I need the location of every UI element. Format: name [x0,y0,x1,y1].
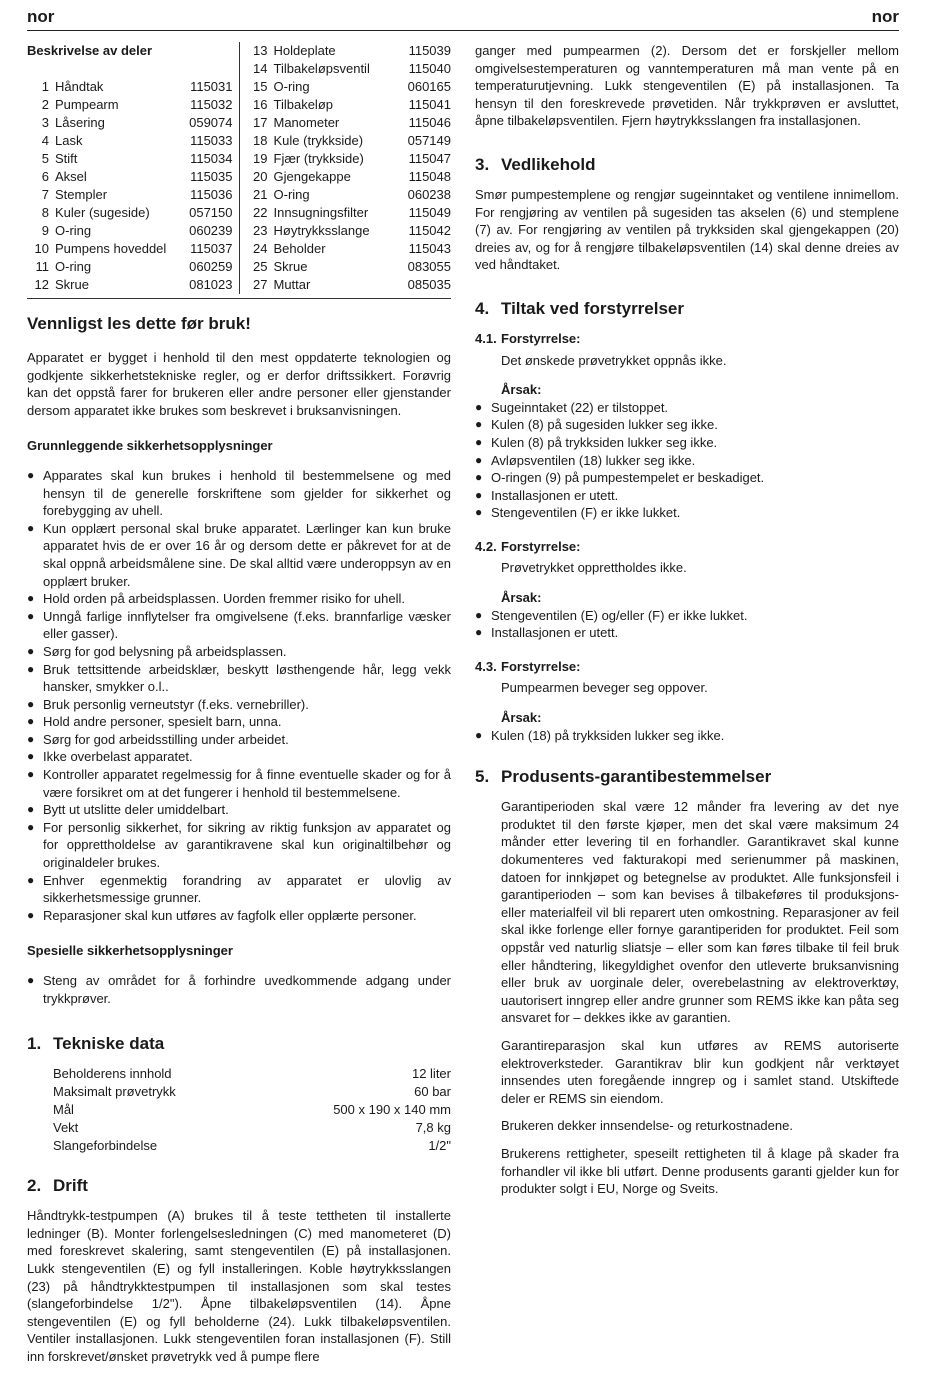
part-code: 115033 [190,133,233,148]
warranty-p4: Brukerens rettigheter, speseilt rettigheten til å klage på skader fra forhandler vil ikke bli utført. Denne produsents garanti gjelder kun for produkter solgt i EU, Norge og Sveits. [501,1145,899,1197]
warranty-title: Produsents-garantibestemmelser [501,767,772,787]
tech-label: Vekt [53,1120,79,1136]
trouble-subnum: 4.3. [475,658,497,674]
parts-row [246,222,452,240]
part-number: 17 [253,115,268,130]
list-item: ● Bytt ut utslitte deler umiddelbart. [27,801,451,819]
trouble-subnum: 4.1. [475,330,497,346]
part-name: Stempler [55,187,108,202]
trouble-desc: Pumpearmen beveger seg oppover. [501,680,708,696]
part-name: Kule (trykkside) [273,133,364,148]
tech-label: Slangeforbindelse [53,1138,158,1154]
part-name: Skrue [55,277,89,292]
part-number: 9 [41,223,49,238]
trouble-label: Forstyrrelse: [501,538,581,554]
part-number: 12 [34,277,49,292]
part-name: Låsering [55,115,105,130]
maint-section [475,154,899,274]
part-name: Tilbakeløp [273,97,333,112]
parts-row [246,204,452,222]
list-item: ● Bruk personlig verneutstyr (f.eks. vernebriller). [27,696,451,714]
cause-item: ● Avløpsventilen (18) lukker seg ikke. [475,452,899,470]
list-item: ● Hold orden på arbeidsplassen. Uorden fremmer risiko for uhell. [27,590,451,608]
part-name: Håndtak [55,79,104,94]
parts-row [27,222,233,240]
list-item: ● Sørg for god arbeidsstilling under arbeidet. [27,731,451,749]
drift-text-2: ganger med pumpearmen (2). Dersom det er forskjeller mellom omgivelsestemperaturen og vanntemperaturen må man vente på en temperaturutjevning. Lukk stengeventilen (E) på installasjonen. Ta hensyn til den foreskrevede prøvetiden. Når trykkprøven er avsluttet, åpne tilbakeløpsventilen. Fjern høytrykksslangen fra installasjonen. [475,43,899,129]
part-number: 4 [41,133,49,148]
part-code: 115042 [408,223,451,238]
warranty-p2: Garantireparasjon skal kun utføres av REMS autoriserte elektroverksteder. Garantikrav blir kun godkjent når verktøyet innsendes uten foregående inngrep og i samlet stand. Utskiftede deler er REMS sin eiendom. [501,1037,899,1106]
part-name: Pumpearm [55,97,119,112]
parts-row [27,150,233,168]
cause-item: ● Kulen (8) på trykksiden lukker seg ikke. [475,434,899,452]
tech-value: 12 liter [411,1066,451,1082]
trouble-item [475,538,899,642]
part-number: 10 [34,241,49,256]
basic-safety-title: Grunnleggende sikkerhetsopplysninger [27,438,273,454]
cause-item: ● Sugeinntaket (22) er tilstoppet. [475,399,899,417]
part-number: 19 [253,151,268,166]
part-number: 8 [41,205,49,220]
part-number: 2 [41,97,49,112]
cause-label: Årsak: [501,382,542,398]
cause-list [475,727,899,745]
cause-item: ● Stengeventilen (E) og/eller (F) er ikke lukket. [475,607,899,625]
parts-row [246,60,452,78]
parts-row [27,168,233,186]
drift-text-1: Håndtrykk-testpumpen (A) brukes til å teste tettheten til installerte ledninger (B). Monter forlengelsesledningen (C) med manometeret (D) med foreskrevet skalering, samt stengeventilen (E) på installasjonen. Lukk stengeventilen (E) og fyll installeringen. Koble høytrykksslangen (23) på håndtrykktestpumpen til installasjonen som skal testes (slangeforbindelse 1/2"). Åpne tilbakeløpsventilen (14). Åpne stengeventilen (E) og fyll beholderne (24). Lukk tilbakeløpsventilen. Ventiler installasjonen. Lukk stengeventilen foran installasjonen (F). Still inn forskrevet/ønsket prøvetrykk ved å pumpe flere [27,1208,451,1364]
trouble-subheading [475,538,899,556]
part-name: Manometer [273,115,340,130]
tech-row [53,1083,451,1101]
trouble-desc: Det ønskede prøvetrykket oppnås ikke. [501,352,727,368]
part-name: Lask [55,133,83,148]
part-number: 27 [253,277,268,292]
list-item: ● Steng av området for å forhindre uvedkommende adgang under trykkprøver. [27,972,451,1007]
part-name: O-ring [55,223,92,238]
parts-row [246,150,452,168]
tech-row [53,1065,451,1083]
part-code: 115032 [190,97,233,112]
basic-safety-section [27,437,451,924]
part-code: 115034 [190,151,233,166]
parts-col-right [240,42,452,294]
part-number: 16 [253,97,268,112]
list-item: ● Kontroller apparatet regelmessig for å finne eventuelle skader og for å være forsikret om at det fungerer i henhold til bestemmelsene. [27,766,451,801]
part-number: 21 [253,187,268,202]
parts-row [246,276,452,294]
trouble-section [475,298,899,744]
header-lang-right: nor [871,7,899,26]
tech-label: Beholderens innhold [53,1066,172,1082]
list-item: ● Ikke overbelast apparatet. [27,748,451,766]
parts-row [246,114,452,132]
cause-item: ● Stengeventilen (F) er ikke lukket. [475,504,899,522]
part-code: 060259 [189,259,233,274]
list-item: ● Sørg for god belysning på arbeidsplassen. [27,643,451,661]
cause-list [475,399,899,522]
part-number: 15 [253,79,268,94]
parts-title: Beskrivelse av deler [27,43,153,58]
part-number: 24 [253,241,268,256]
part-name: Holdeplate [273,43,336,58]
tech-row [53,1137,451,1155]
parts-row [27,132,233,150]
trouble-heading [475,298,899,320]
part-number: 23 [253,223,268,238]
part-name: Tilbakeløpsventil [273,61,370,76]
trouble-label: Forstyrrelse: [501,658,581,674]
part-name: Fjær (trykkside) [273,151,364,166]
trouble-label: Forstyrrelse: [501,330,581,346]
part-code: 115043 [408,241,451,256]
trouble-subheading [475,658,899,676]
warranty-heading [475,766,899,788]
list-item: ● Kun opplært personal skal bruke apparatet. Lærlinger kan kun bruke apparatet hvis de er over 16 år og dersom dette er påkrevet for at de skal oppnå arbeidsmålene sine. De skal alltid være underoppsyn av en opplært bruker. [27,520,451,590]
tech-value: 1/2" [428,1138,451,1154]
tech-title: Tekniske data [53,1034,165,1054]
part-name: Gjengekappe [273,169,351,184]
warranty-num: 5. [475,767,490,787]
part-name: O-ring [273,79,310,94]
part-number: 25 [253,259,268,274]
tech-heading [27,1033,451,1055]
tech-value: 7,8 kg [415,1120,451,1136]
cause-item: ● Kulen (18) på trykksiden lukker seg ikke. [475,727,899,745]
special-safety-section [27,942,451,1007]
part-name: Beholder [273,241,326,256]
tech-value: 500 x 190 x 140 mm [333,1102,451,1118]
part-number: 22 [253,205,268,220]
part-number: 5 [41,151,49,166]
part-name: Stift [55,151,78,166]
page-header [27,8,899,30]
maint-heading [475,154,899,176]
tech-label: Maksimalt prøvetrykk [53,1084,176,1100]
part-code: 115041 [408,97,451,112]
part-code: 060239 [189,223,233,238]
cause-item: ● Installasjonen er utett. [475,624,899,642]
part-name: O-ring [55,259,92,274]
header-lang-left: nor [27,7,55,26]
part-code: 115039 [408,43,451,58]
parts-row [246,78,452,96]
list-item: ● Unngå farlige innflytelser fra omgivelsene (f.eks. brannfarlige væsker eller gasser). [27,608,451,643]
trouble-subnum: 4.2. [475,538,497,554]
special-safety-list [27,972,451,1007]
part-code: 115035 [190,169,233,184]
part-code: 115036 [190,187,233,202]
part-code: 081023 [189,277,233,292]
special-safety-title: Spesielle sikkerhetsopplysninger [27,943,233,959]
drift-num: 2. [27,1176,42,1196]
intro-title: Vennligst les dette før bruk! [27,314,251,333]
tech-row [53,1101,451,1119]
warranty-p1: Garantiperioden skal være 12 månder fra levering av det nye produktet til den første kjøper, men det skal være maksimum 24 månder etter levering til en forhandler. Garantikravet skal kunne dokumenteres ved fakturakopi med serienummer på maskinen, datoen for innkjøpet og betegnelse av produktet. Alle funksjonsfeil i garantiperioden – som kan bevises å tilbakeføres til produksjons- eller materialfeil vil bli reparert uten omkostning. Reparasjoner av feil skal ikke forlenge eller fornye garantiperiden for produktet. Feil som oppstår ved naturlig sliatsje – eller som kan føres tilbake til feil bruk eller håndtering, likegyldighet ovenfor den utleverte bruksanvisning eller bruk av uorginale deler, overebelastning av elektroverktøy, uautorisert inngrep eller andre grunner som REMS ikke kan påta seg ansvaret for – dekkes ikke av garantien. [501,799,899,1026]
part-number: 14 [253,61,268,76]
tech-table [27,1065,451,1155]
cause-item: ● Kulen (8) på sugesiden lukker seg ikke. [475,416,899,434]
list-item: ● Hold andre personer, spesielt barn, unna. [27,713,451,731]
part-number: 20 [253,169,268,184]
tech-row [53,1119,451,1137]
part-number: 3 [41,115,49,130]
parts-table [27,42,451,299]
trouble-item [475,658,899,744]
parts-col-left [27,42,240,294]
part-code: 115037 [190,241,233,256]
cause-item: ● O-ringen (9) på pumpestempelet er beskadiget. [475,469,899,487]
part-number: 6 [41,169,49,184]
basic-safety-list [27,467,451,924]
parts-row [246,96,452,114]
drift-heading [27,1175,451,1197]
part-name: Aksel [55,169,87,184]
part-number: 11 [35,259,49,274]
list-item: ● Apparates skal kun brukes i henhold til bestemmelsene og med hensyn til de generelle forskriftene som gjelder for sikkerhet og forebygging av uhell. [27,467,451,520]
trouble-desc: Prøvetrykket opprettholdes ikke. [501,560,687,576]
list-item: ● Enhver egenmektig forandring av apparatet er ulovlig av sikkerhetsmessige grunner. [27,872,451,907]
intro-section [27,313,451,419]
parts-row [27,186,233,204]
part-code: 057150 [189,205,233,220]
parts-row [27,276,233,294]
part-code: 115031 [190,79,233,94]
parts-row [246,168,452,186]
part-name: Innsugningsfilter [273,205,369,220]
part-code: 115046 [408,115,451,130]
drift-title: Drift [53,1176,88,1196]
part-code: 060165 [407,79,451,94]
parts-row [246,258,452,276]
part-code: 085035 [407,277,451,292]
part-number: 13 [253,43,268,58]
part-code: 059074 [189,115,233,130]
cause-list [475,607,899,642]
warranty-section [475,766,899,1197]
part-code: 057149 [407,133,451,148]
maint-title: Vedlikehold [501,154,596,174]
part-name: Skrue [273,259,308,274]
right-column [475,42,899,1208]
cause-item: ● Installasjonen er utett. [475,487,899,505]
list-item: ● Bruk tettsittende arbeidsklær, beskytt løsthengende hår, legg vekk hansker, smykker o.l.. [27,661,451,696]
trouble-item [475,330,899,522]
parts-row [27,258,233,276]
maint-num: 3. [475,154,490,174]
parts-row [27,96,233,114]
parts-row [246,186,452,204]
part-name: Høytrykksslange [273,223,370,238]
parts-row [27,240,233,258]
part-number: 18 [253,133,268,148]
part-code: 115049 [408,205,451,220]
part-code: 083055 [407,259,451,274]
parts-row [27,204,233,222]
cause-label: Årsak: [501,710,542,726]
part-code: 115040 [408,61,451,76]
drift-section [27,1175,451,1365]
intro-text: Apparatet er bygget i henhold til den mest oppdaterte teknologien og godkjente sikkerhetstekniske regler, og er derfor driftssikkert. Forøvrig kan det oppstå farer for brukeren eller andre personer eller gjenstander dersom apparatet ikke brukes som beskrevet i bruksanvisningen. [27,350,451,418]
trouble-title: Tiltak ved forstyrrelser [501,298,684,318]
list-item: ● Reparasjoner skal kun utføres av fagfolk eller opplærte personer. [27,907,451,925]
maint-text: Smør pumpestemplene og rengjør sugeinntaket og ventilene innimellom. For rengjøring av ventilen på sugesiden tas akselen (6) und stemplene (7) av. For rengjøring av ventilen på trykksiden skal gjengekappen (20) dreies av, og for å rengjøre tilbakeløpsventilen (14) skal denne dreies av ved håndtaket. [475,186,899,273]
left-column [27,42,451,1376]
part-code: 115047 [408,151,451,166]
parts-row [246,42,452,60]
parts-row [27,114,233,132]
part-name: Kuler (sugeside) [55,205,150,220]
list-item: ● For personlig sikkerhet, for sikring av riktig funksjon av apparatet og for opprettholdelse av garantikravene skal kun originaltilbehør og originaldeler brukes. [27,819,451,872]
part-number: 1 [41,79,49,94]
part-name: O-ring [273,187,310,202]
tech-num: 1. [27,1034,42,1054]
part-name: Muttar [273,277,311,292]
parts-row [27,78,233,96]
part-code: 115048 [408,169,451,184]
header-rule [27,30,899,31]
parts-row [246,132,452,150]
parts-row [246,240,452,258]
part-name: Pumpens hoveddel [55,241,167,256]
cause-label: Årsak: [501,590,542,606]
part-code: 060238 [407,187,451,202]
tech-value: 60 bar [414,1084,451,1100]
part-number: 7 [41,187,49,202]
trouble-subheading [475,330,899,348]
warranty-p3: Brukeren dekker innsendelse- og returkostnadene. [501,1118,793,1134]
tech-section [27,1033,451,1155]
tech-label: Mål [53,1102,74,1118]
trouble-num: 4. [475,298,490,318]
